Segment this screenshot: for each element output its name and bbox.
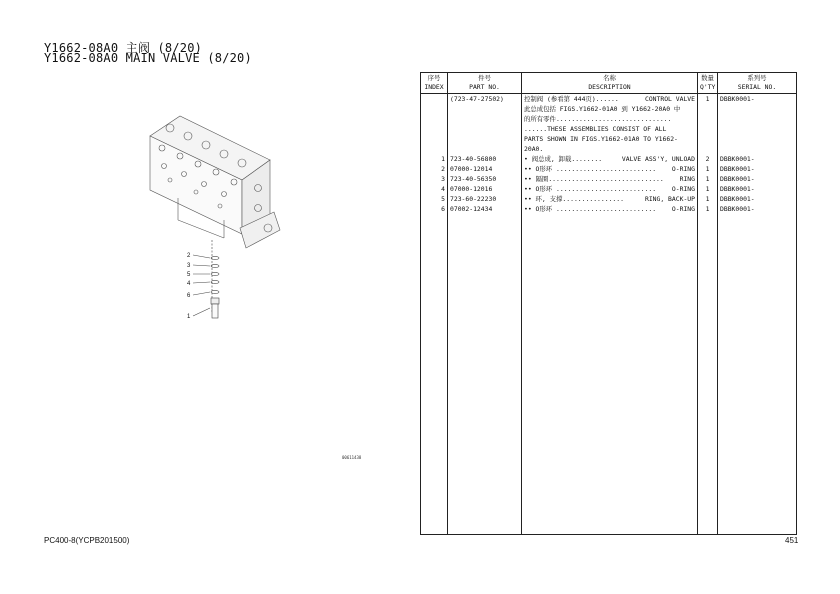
- serial-cell: DBBK0001-: [718, 204, 797, 214]
- assembly-note-line: 的所有零件..............................: [524, 115, 672, 123]
- serial-cell: DBBK0001-: [718, 164, 797, 174]
- header-description: 名称 DESCRIPTION: [522, 73, 698, 94]
- parts-list-table: [420, 72, 797, 535]
- qty-cell: 1: [698, 94, 718, 155]
- figure-code: 00611438: [342, 455, 362, 460]
- assembly-note-line: 此总成包括 FIGS.Y1662-01A0 到 Y1662-20A0 中: [524, 105, 681, 113]
- callout-6: 6: [187, 293, 191, 299]
- page-title-english: Y1662-08A0 MAIN VALVE (8/20): [44, 51, 252, 65]
- description-cell: •• O形环 .......................... O-RING: [522, 204, 698, 214]
- part-no-cell: 723-40-56350: [448, 174, 522, 184]
- description-cell: • 阀总成, 卸载........ VALVE ASS'Y, UNLOAD: [522, 154, 698, 164]
- callout-1: 1: [187, 314, 191, 320]
- part-no-cell: 07000-12014: [448, 164, 522, 174]
- serial-cell: DBBK0001-: [718, 154, 797, 164]
- main-valve-exploded-drawing: [140, 108, 300, 338]
- part-no-cell: 07000-12016: [448, 184, 522, 194]
- index-cell: 2: [421, 164, 448, 174]
- qty-cell: 1: [698, 194, 718, 204]
- assembly-note-line: PARTS SHOWN IN FIGS.Y1662-01A0 TO Y1662-: [524, 135, 678, 143]
- table-filler-row: [421, 214, 797, 535]
- part-no-cell: 723-60-22230: [448, 194, 522, 204]
- part-no-cell: 07002-12434: [448, 204, 522, 214]
- serial-cell: DBBK0001-: [718, 184, 797, 194]
- assembly-note-line: 20A0.: [524, 145, 544, 153]
- table-row: [421, 164, 797, 174]
- index-cell: 6: [421, 204, 448, 214]
- assembly-note-line: ......THESE ASSEMBLIES CONSIST OF ALL: [524, 125, 667, 133]
- table-row: [421, 204, 797, 214]
- page-number: 451: [785, 536, 799, 545]
- index-cell: 1: [421, 154, 448, 164]
- exploded-parts: [193, 240, 219, 318]
- description-cell: •• 隔圈.............................. RING: [522, 174, 698, 184]
- valve-block-illustration: [150, 116, 280, 248]
- serial-cell: DBBK0001-: [718, 94, 797, 155]
- table-row: [421, 184, 797, 194]
- serial-cell: DBBK0001-: [718, 174, 797, 184]
- table-row: [421, 154, 797, 164]
- index-cell: 4: [421, 184, 448, 194]
- table-row: [421, 174, 797, 184]
- model-footer: PC400-8(YCPB201500): [44, 536, 130, 545]
- qty-cell: 1: [698, 164, 718, 174]
- qty-cell: 1: [698, 184, 718, 194]
- description-cell: 控制阀 (参看第 444页)...... CONTROL VALVE 此总成包括 FIGS.Y1662-01A0 到 Y1662-20A0 中 的所有零件.............................. ......THESE ASSEMBLIES CONSIST OF ALL PARTS SHOWN IN FIGS.Y1662-01A0 TO Y1662- 20A0.: [522, 94, 698, 155]
- callout-4: 4: [187, 281, 191, 287]
- callout-2: 2: [187, 253, 191, 259]
- callout-5: 5: [187, 272, 191, 278]
- header-part-no: 件号 PART NO.: [448, 73, 522, 94]
- page-title-chinese: Y1662-08A0 主阀 (8/20): [44, 41, 203, 55]
- qty-cell: 2: [698, 154, 718, 164]
- serial-cell: DBBK0001-: [718, 194, 797, 204]
- table-header-row: [421, 73, 797, 94]
- description-cell: •• O形环 .......................... O-RING: [522, 184, 698, 194]
- table-row: [421, 194, 797, 204]
- header-serial-no: 系列号 SERIAL NO.: [718, 73, 797, 94]
- callout-3: 3: [187, 263, 191, 269]
- qty-cell: 1: [698, 174, 718, 184]
- part-no-cell: 723-40-56800: [448, 154, 522, 164]
- description-cell: •• 环, 支撑................ RING, BACK-UP: [522, 194, 698, 204]
- description-cell: •• O形环 .......................... O-RING: [522, 164, 698, 174]
- qty-cell: 1: [698, 204, 718, 214]
- header-qty: 数量 Q'TY: [698, 73, 718, 94]
- header-index: 序号 INDEX: [421, 73, 448, 94]
- index-cell: 3: [421, 174, 448, 184]
- part-no-cell: (723-47-27502): [448, 94, 522, 155]
- assembly-row: [421, 94, 797, 155]
- index-cell: 5: [421, 194, 448, 204]
- index-cell: [421, 94, 448, 155]
